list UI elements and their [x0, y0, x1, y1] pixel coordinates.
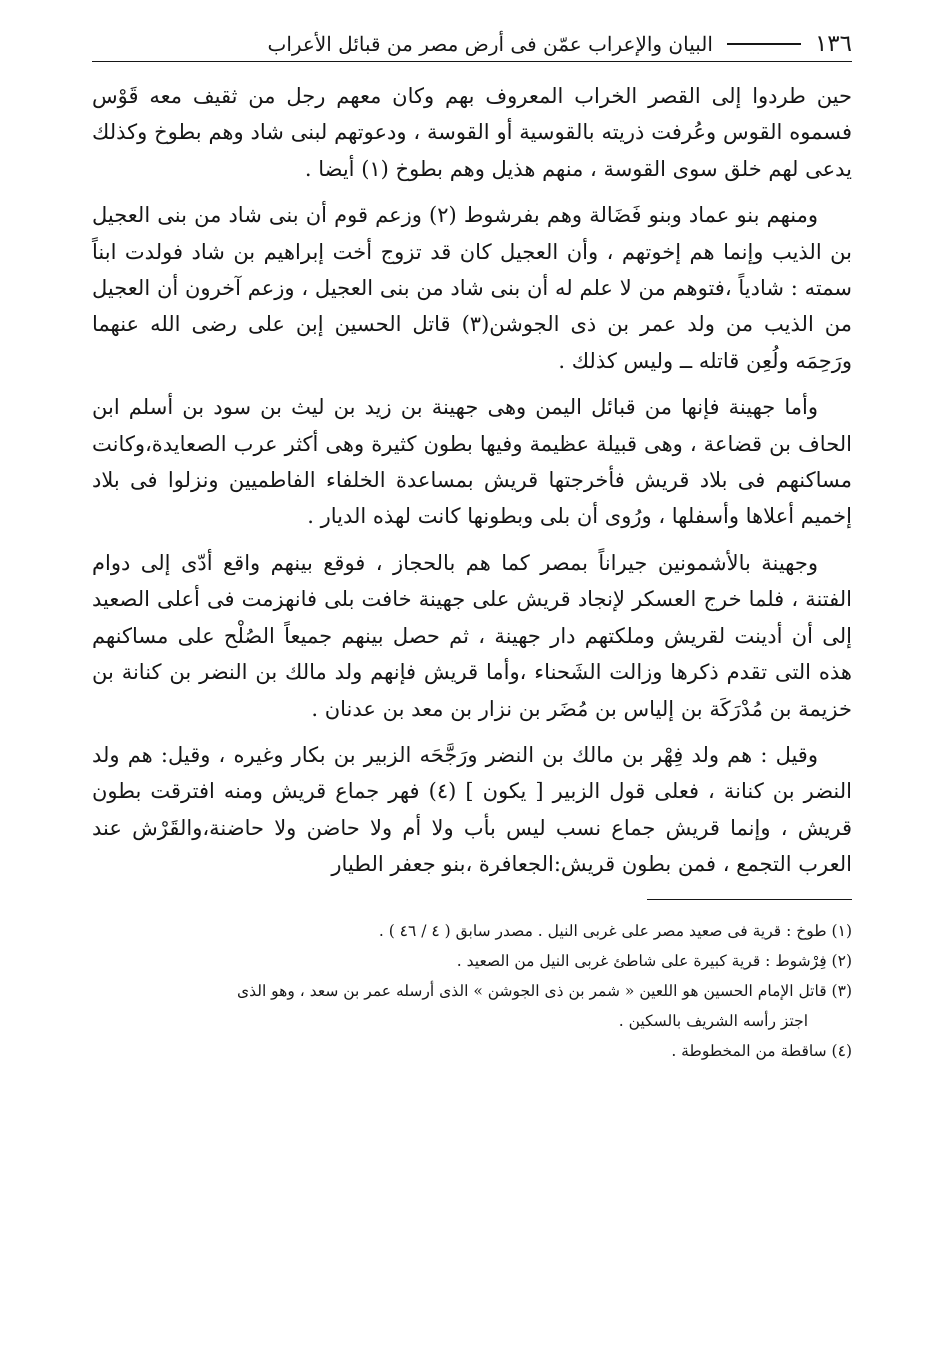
footnote — [92, 916, 852, 946]
footnote — [92, 1036, 852, 1066]
page-number: ١٣٦ — [814, 31, 852, 57]
footnote-text: (٣) قاتل الإمام الحسين هو اللعين « شمر بن ذى الجوشن » الذى أرسله عمر بن سعد ، وهو الذى — [236, 981, 852, 1000]
footnote-continuation: اجتز رأسه الشريف بالسكين . — [618, 1011, 808, 1030]
paragraph: وجهينة بالأشمونين جيراناً بمصر كما هم بالحجاز ، فوقع بينهم واقع أدّى إلى دوام الفتنة ، فلما خرج العسكر لإنجاد قريش على جهينة خافت بلى فانهزمت فى أعلى الصعيد إلى أن أدينت لقريش وملكتهم دار جهينة ، ثم حصل بينهم جميعاً الصُلْح على مساكنهم هذه التى تقدم ذكرها وزالت الشَحناء ،وأما قريش فإنهم ولد مالك بن النضر بن كنانة بن خزيمة بن مُدْرَكَة بن إلياس بن مُضَر بن نزار بن معد بن عدنان . — [92, 550, 852, 721]
running-title: البيان والإعراب عمّن فى أرض مصر من قبائل الأعراب — [267, 32, 713, 56]
paragraph: ومنهم بنو عماد وبنو فَضَالة وهم بفرشوط (٢) وزعم قوم أن بنى شاد من بنى العجيل بن الذيب وإنما هم إخوتهم ، وأن العجيل كان قد تزوج أخت إبراهيم بن شاد فولدت ابناً سمته : شادياً ،فتوهم من لا علم له أن بنى شاد من بنى العجيل ، وزعم آخرون أن العجيل من الذيب من ولد عمر بن ذى الجوشن(٣) قاتل الحسين إبن على رضى الله عنهما ورَحِمَه ولُعِن قاتله ــ وليس كذلك . — [92, 203, 852, 373]
footnote-text: (١) طوخ : قرية فى صعيد مصر على غربى النيل . مصدر سابق ( ٤ / ٤٦ ) . — [378, 921, 852, 940]
header-dash-rule — [727, 43, 801, 45]
running-header — [92, 22, 852, 66]
book-page — [92, 22, 852, 1066]
footnotes — [92, 916, 852, 1066]
paragraph: حين طردوا إلى القصر الخراب المعروف بهم وكان معهم رجل من ثقيف معه قَوْس فسموه القوس وعُرفت ذريته بالقوسية أو القوسة ، ودعوتهم لبنى شاد وهم بطوخ وكذلك يدعى لهم خلق سوى القوسة ، منهم هذيل وهم بطوخ (١) أيضا . — [92, 84, 852, 181]
header-rule — [92, 61, 852, 62]
footnote-text: (٢) فِرْشوط : قرية كبيرة على شاطئ غربى النيل من الصعيد . — [456, 951, 852, 970]
footnote — [92, 976, 852, 1036]
main-text — [92, 78, 852, 883]
footnote-text: (٤) ساقطة من المخطوطة . — [671, 1041, 852, 1060]
footnote — [92, 946, 852, 976]
paragraph: وأما جهينة فإنها من قبائل اليمن وهى جهينة بن زيد بن ليث بن سود بن أسلم ابن الحاف بن قضاعة ، وهى قبيلة عظيمة وفيها بطون كثيرة وهى أكثر عرب الصعايدة،وكانت مساكنهم فى بلاد قريش فأخرجتها قريش بمساعدة الخلفاء الفاطميين ونزلوا فى بلاد إخميم أعلاها وأسفلها ، ورُوى أن بلى وبطونها كانت لهذه الديار . — [92, 395, 852, 529]
footnote-separator — [647, 899, 852, 900]
paragraph: وقيل : هم ولد فِهْر بن مالك بن النضر ورَجَّحَه الزبير بن بكار وغيره ، وقيل: هم ولد النضر بن كنانة ، فعلى قول الزبير [ يكون ] (٤) فهر جماع قريش ومنه افترقت بطون قريش ، وإنما قريش جماع نسب ليس بأب ولا أم ولا حاضن ولا حاضنة،والقَرْش عند العرب التجمع ، فمن بطون قريش:الجعافرة ،بنو جعفر الطيار — [92, 742, 852, 877]
